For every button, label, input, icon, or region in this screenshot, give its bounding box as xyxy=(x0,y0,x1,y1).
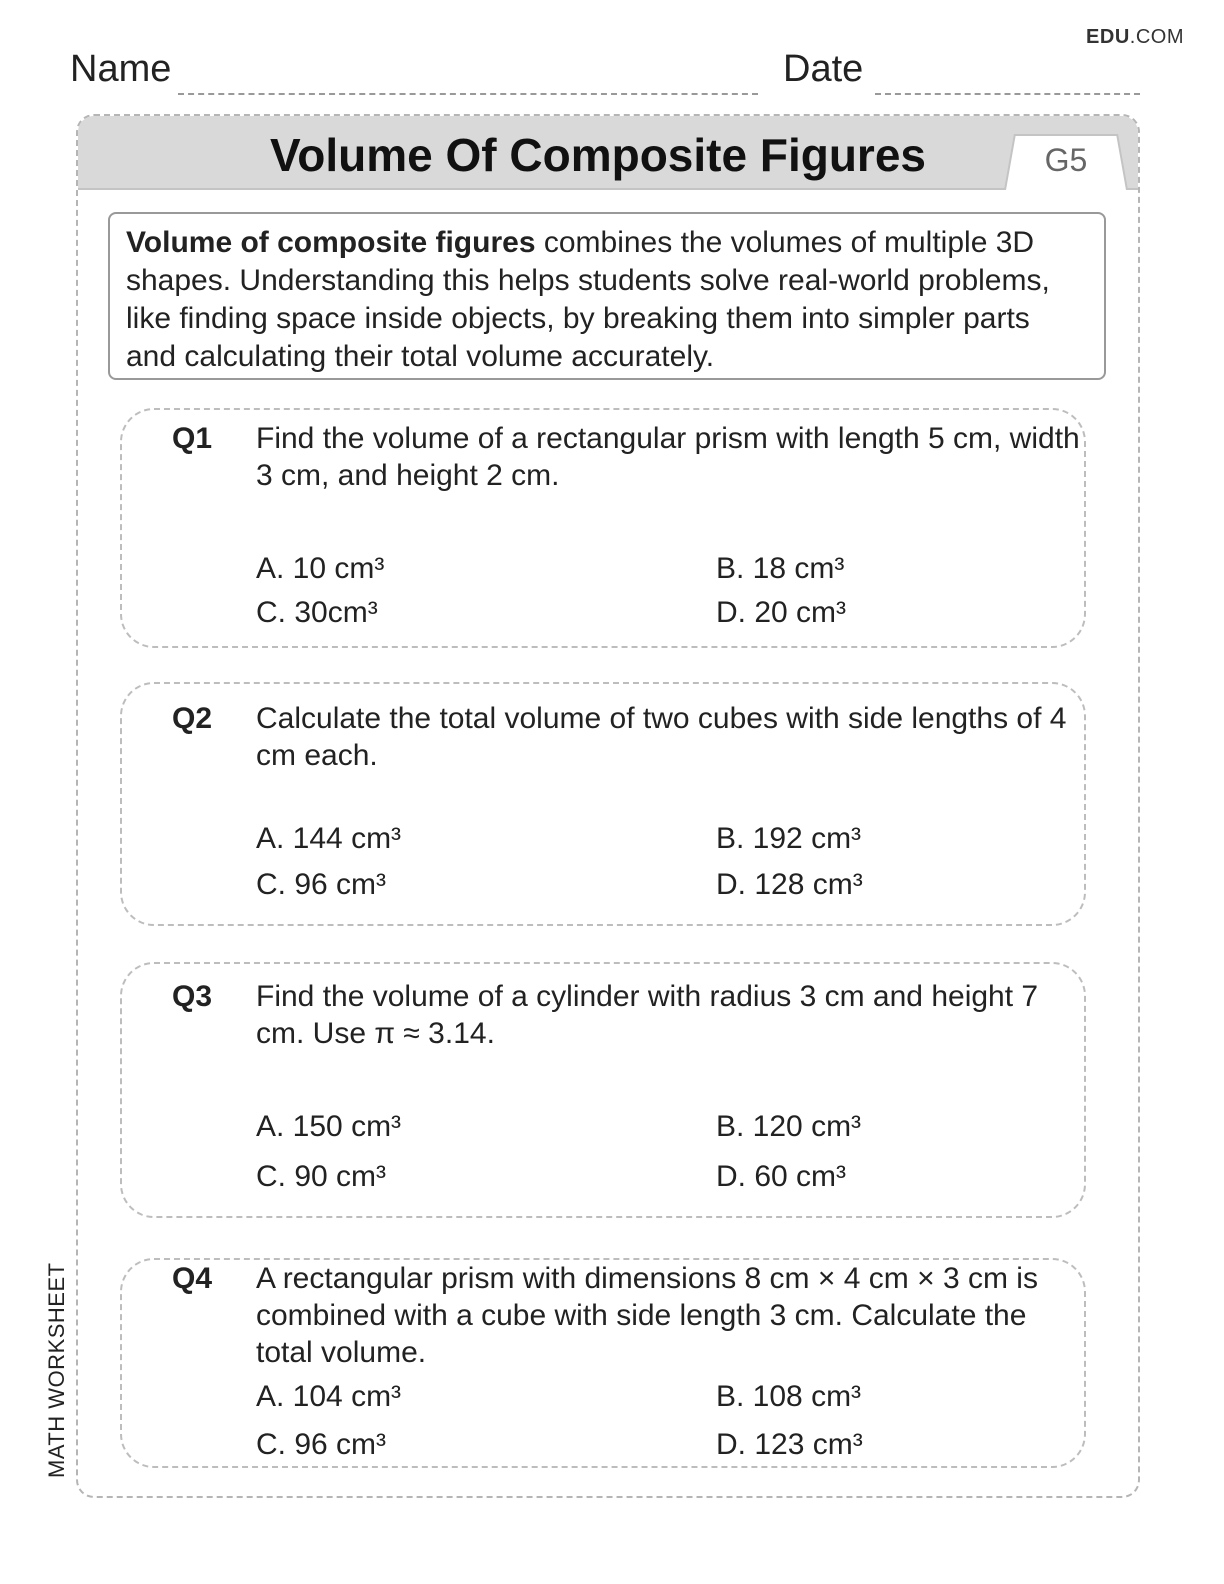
option-c[interactable]: C. 96 cm³ xyxy=(256,1428,387,1461)
question-label: Q2 xyxy=(172,702,213,735)
option-a[interactable]: A. 10 cm³ xyxy=(256,552,385,585)
name-label: Name xyxy=(70,48,172,90)
option-b[interactable]: B. 192 cm³ xyxy=(716,822,862,855)
brand-bold: EDU xyxy=(1086,26,1130,48)
option-d[interactable]: D. 123 cm³ xyxy=(716,1428,863,1461)
header-band xyxy=(78,116,1138,190)
question-text: Find the volume of a rectangular prism with length 5 cm, width 3 cm, and height 2 cm. xyxy=(256,422,1080,492)
option-a[interactable]: A. 144 cm³ xyxy=(256,822,402,855)
option-c[interactable]: C. 96 cm³ xyxy=(256,868,387,901)
question-card-1 xyxy=(120,408,1086,648)
name-field xyxy=(70,48,171,91)
worksheet-frame xyxy=(76,114,1140,1498)
grade-badge: G5 xyxy=(1044,142,1088,178)
option-a[interactable]: A. 104 cm³ xyxy=(256,1380,402,1413)
question-card-4 xyxy=(120,1258,1086,1468)
question-label: Q3 xyxy=(172,980,213,1013)
intro-bold: Volume of composite figures xyxy=(126,226,536,259)
question-text: Calculate the total volume of two cubes with side lengths of 4 cm each. xyxy=(256,702,1067,772)
option-d[interactable]: D. 20 cm³ xyxy=(716,596,847,629)
side-label: MATH WORKSHEET xyxy=(44,1262,69,1478)
name-line[interactable] xyxy=(178,93,758,95)
option-b[interactable]: B. 18 cm³ xyxy=(716,552,845,585)
option-d[interactable]: D. 60 cm³ xyxy=(716,1160,847,1193)
option-b[interactable]: B. 108 cm³ xyxy=(716,1380,862,1413)
intro-box xyxy=(108,212,1106,380)
question-card-2 xyxy=(120,682,1086,926)
date-field xyxy=(783,48,863,91)
question-card-3 xyxy=(120,962,1086,1218)
question-label: Q4 xyxy=(172,1262,213,1295)
option-c[interactable]: C. 30cm³ xyxy=(256,596,378,629)
option-b[interactable]: B. 120 cm³ xyxy=(716,1110,862,1143)
option-a[interactable]: A. 150 cm³ xyxy=(256,1110,402,1143)
question-text: A rectangular prism with dimensions 8 cm × 4 cm × 3 cm is combined with a cube with side length 3 cm. Calculate the total volume. xyxy=(256,1262,1038,1369)
date-label: Date xyxy=(783,48,864,90)
option-c[interactable]: C. 90 cm³ xyxy=(256,1160,387,1193)
question-text: Find the volume of a cylinder with radius 3 cm and height 7 cm. Use π ≈ 3.14. xyxy=(256,980,1039,1050)
page-title: Volume Of Composite Figures xyxy=(270,129,926,181)
option-d[interactable]: D. 128 cm³ xyxy=(716,868,863,901)
brand-logo xyxy=(1086,26,1184,49)
brand-rest: .COM xyxy=(1129,26,1184,48)
date-line[interactable] xyxy=(875,93,1140,95)
intro-text: combines the volumes of multiple 3D shapes. Understanding this helps students solve real-world problems, like finding space inside objects, by breaking them into simpler parts and calculating their total volume accurately. xyxy=(126,226,1050,373)
question-label: Q1 xyxy=(172,422,213,455)
